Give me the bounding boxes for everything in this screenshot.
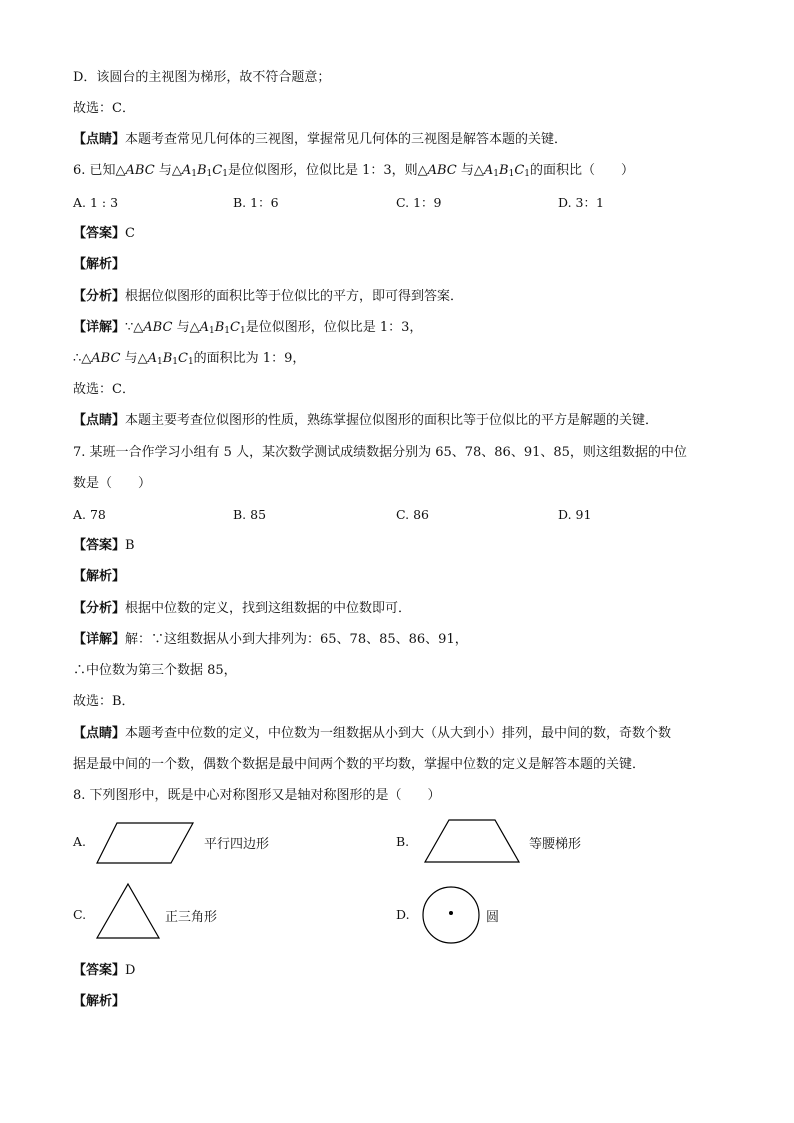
q6-abc: ABC <box>143 320 173 335</box>
q7-option-a[interactable]: A. 78 <box>73 507 106 522</box>
q8-stem: 8. 下列图形中，既是中心对称图形又是轴对称图形的是（ ） <box>73 788 441 803</box>
answer-tag: 【答案】 <box>73 226 126 241</box>
q6-sub: 1 <box>208 326 215 336</box>
answer-value: B <box>125 538 135 553</box>
dianjing-tag: 【点睛】 <box>73 726 126 741</box>
q7-stem-line1: 7. 某班一合作学习小组有 5 人，某次数学测试成绩数据分别为 65、78、86、91、85，则这组数据的中位 <box>73 445 687 460</box>
triangle-symbol: △ <box>81 351 92 366</box>
q6-a: A <box>147 351 157 366</box>
therefore-symbol: ∴ <box>73 351 82 366</box>
q7-jiexi-tag: 【解析】 <box>73 569 126 584</box>
q6-and: 与 <box>172 320 190 335</box>
equilateral-triangle-shape <box>95 882 161 940</box>
q6-therefore <box>73 350 305 371</box>
dianjing-tag: 【点睛】 <box>73 132 126 147</box>
isosceles-trapezoid-shape <box>423 818 521 864</box>
q6-a: A <box>483 163 494 178</box>
q8-option-a-letter[interactable]: A. <box>73 834 87 849</box>
answer-value: C <box>125 226 135 241</box>
q6-b: B <box>499 163 509 178</box>
triangle-symbol: △ <box>189 320 200 335</box>
q7-conclude: ∴中位数为第三个数据 85， <box>73 663 237 678</box>
q7-stem-line2: 数是（ ） <box>73 476 152 491</box>
q6-answer <box>73 225 135 243</box>
q6-b: B <box>162 351 173 366</box>
therefore-rest: 的面积比为 1：9， <box>193 351 306 366</box>
q6-sub: 1 <box>239 326 246 336</box>
q6-and: 与 <box>456 163 474 178</box>
q6-stem <box>73 162 634 183</box>
q6-sub: 1 <box>224 326 230 336</box>
q6-sub: 1 <box>156 357 163 367</box>
because-symbol: ∵ <box>125 320 134 335</box>
dianjing-text: 本题主要考查位似图形的性质，熟练掌握位似图形的面积比等于位似比的平方是解题的关键． <box>125 413 659 428</box>
q7-dianjing-line1 <box>73 725 671 743</box>
q8-option-d-letter[interactable]: D. <box>396 907 410 922</box>
q8-option-a-label: 平行四边形 <box>204 837 270 852</box>
dianjing-text: 本题考查中位数的定义，中位数为一组数据从小到大（从大到小）排列，最中间的数，奇数个数 <box>125 726 672 741</box>
q6-xiangjie <box>73 319 422 340</box>
q7-xiangjie <box>73 631 468 649</box>
q6-b: B <box>196 163 207 178</box>
q8-option-c-letter[interactable]: C. <box>73 907 87 922</box>
answer-tag: 【答案】 <box>73 963 126 978</box>
q6-option-d[interactable]: D. 3：1 <box>558 195 604 210</box>
xiangjie-tag: 【详解】 <box>73 320 126 335</box>
q6-option-b[interactable]: B. 1：6 <box>233 195 279 210</box>
q6-abc: ABC <box>427 163 457 178</box>
q6-sub: 1 <box>493 169 500 179</box>
fenxi-tag: 【分析】 <box>73 601 126 616</box>
q6-sub: 1 <box>222 169 228 179</box>
q6-sub: 1 <box>524 169 531 179</box>
circle-shape <box>421 885 481 945</box>
fenxi-text: 根据位似图形的面积比等于位似比的平方，即可得到答案． <box>125 289 464 304</box>
triangle-symbol: △ <box>133 320 144 335</box>
q6-number: 6. 已知 <box>73 163 116 178</box>
q6-sub: 1 <box>187 357 194 367</box>
q6-fenxi <box>73 288 463 306</box>
q6-a: A <box>181 163 192 178</box>
q7-option-c[interactable]: C. 86 <box>396 507 429 522</box>
q7-option-b[interactable]: B. 85 <box>233 507 267 522</box>
q6-a: A <box>199 320 209 335</box>
q6-abc: ABC <box>125 163 155 178</box>
q6-stem-rest2: 的面积比（ ） <box>530 163 635 178</box>
q6-sub: 1 <box>206 169 213 179</box>
q7-dianjing-line2: 据是最中间的一个数，偶数个数据是最中间两个数的平均数，掌握中位数的定义是解答本题的关键． <box>73 757 646 772</box>
q7-answer <box>73 537 135 555</box>
q6-c: C <box>230 320 240 335</box>
xiangjie-text: 解：∵这组数据从小到大排列为：65、78、85、86、91， <box>125 632 468 647</box>
q6-c: C <box>177 351 188 366</box>
q8-answer <box>73 962 135 980</box>
fenxi-tag: 【分析】 <box>73 289 126 304</box>
fenxi-text: 根据中位数的定义，找到这组数据的中位数即可． <box>125 601 412 616</box>
parallelogram-shape <box>95 821 195 865</box>
triangle-symbol: △ <box>137 351 148 366</box>
dianjing-text: 本题考查常见几何体的三视图，掌握常见几何体的三视图是解答本题的关键． <box>125 132 568 147</box>
q6-and: 与 <box>154 163 172 178</box>
xiangjie-tag: 【详解】 <box>73 632 126 647</box>
q8-option-b-letter[interactable]: B. <box>396 834 410 849</box>
q6-option-a[interactable]: A. 1 : 3 <box>73 195 119 210</box>
triangle-symbol: △ <box>473 163 484 178</box>
q6-choice: 故选：C． <box>73 382 135 397</box>
prev-choice: 故选：C． <box>73 101 135 116</box>
q8-option-c-label: 正三角形 <box>165 910 218 925</box>
prev-dianjing <box>73 131 567 149</box>
q6-option-c[interactable]: C. 1：9 <box>396 195 442 210</box>
q7-choice: 故选：B． <box>73 694 135 709</box>
triangle-symbol: △ <box>115 163 126 178</box>
q6-sub: 1 <box>508 169 515 179</box>
q7-fenxi <box>73 600 411 618</box>
dianjing-tag: 【点睛】 <box>73 413 126 428</box>
q6-and: 与 <box>120 351 138 366</box>
q6-stem-rest1: 是位似图形，位似比是 1：3，则 <box>227 163 418 178</box>
prev-option-d-line: D．该圆台的主视图为梯形，故不符合题意； <box>73 70 331 85</box>
q6-sub: 1 <box>191 169 197 179</box>
q7-option-d[interactable]: D. 91 <box>558 507 592 522</box>
q6-c: C <box>212 163 223 178</box>
q6-jiexi-tag: 【解析】 <box>73 257 126 272</box>
triangle-symbol: △ <box>417 163 428 178</box>
answer-tag: 【答案】 <box>73 538 126 553</box>
q6-dianjing <box>73 412 658 430</box>
q6-sub: 1 <box>172 357 178 367</box>
answer-value: D <box>125 963 136 978</box>
xiangjie-rest: 是位似图形，位似比是 1：3， <box>245 320 423 335</box>
q6-b: B <box>214 320 225 335</box>
q8-option-b-label: 等腰梯形 <box>529 837 582 852</box>
triangle-symbol: △ <box>171 163 182 178</box>
q8-option-d-label: 圆 <box>486 910 500 925</box>
q8-jiexi-tag: 【解析】 <box>73 994 126 1009</box>
q6-c: C <box>514 163 525 178</box>
q6-abc: ABC <box>91 351 121 366</box>
